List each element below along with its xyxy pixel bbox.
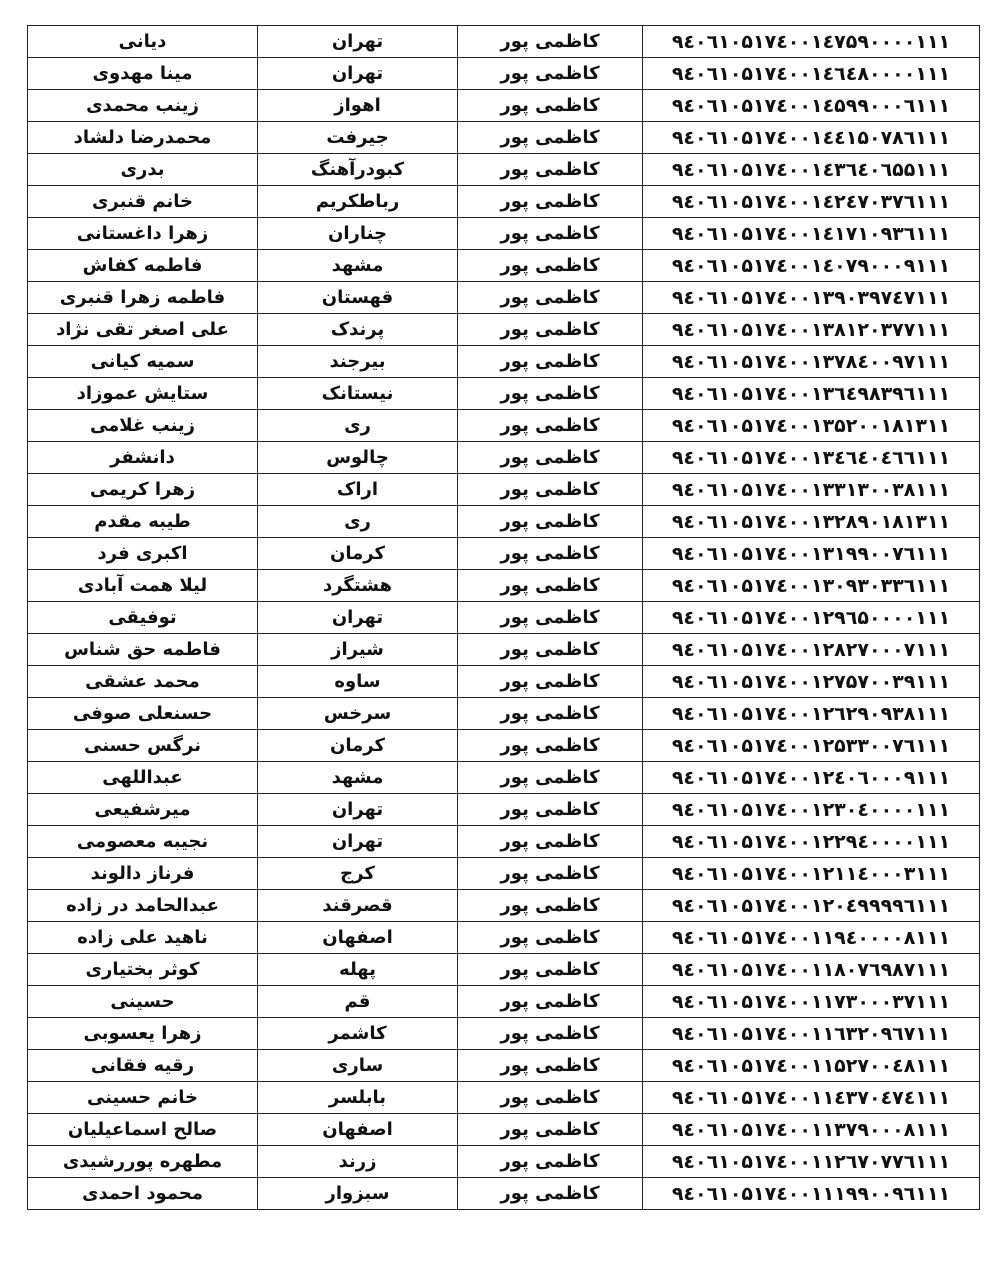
table-row bbox=[28, 474, 980, 506]
name-cell: علی اصغر تقی نژاد bbox=[28, 314, 258, 346]
city-cell: هشتگرد bbox=[258, 570, 458, 602]
code-cell: ۹٤۰٦۱۰۵۱۷٤۰۰۱۱۳۷۹۰۰۰۸۱۱۱ bbox=[643, 1114, 980, 1146]
city-cell: چالوس bbox=[258, 442, 458, 474]
family-cell: کاظمی پور bbox=[458, 250, 643, 282]
family-cell: کاظمی پور bbox=[458, 602, 643, 634]
code-cell: ۹٤۰٦۱۰۵۱۷٤۰۰۱۳۰۹۳۰۳۳٦۱۱۱ bbox=[643, 570, 980, 602]
family-cell: کاظمی پور bbox=[458, 730, 643, 762]
family-cell: کاظمی پور bbox=[458, 186, 643, 218]
code-cell: ۹٤۰٦۱۰۵۱۷٤۰۰۱۱۸۰۷٦۹۸۷۱۱۱ bbox=[643, 954, 980, 986]
name-cell: زهرا یعسوبی bbox=[28, 1018, 258, 1050]
name-cell: حسینی bbox=[28, 986, 258, 1018]
family-cell: کاظمی پور bbox=[458, 1146, 643, 1178]
family-cell: کاظمی پور bbox=[458, 314, 643, 346]
city-cell: تهران bbox=[258, 794, 458, 826]
code-cell: ۹٤۰٦۱۰۵۱۷٤۰۰۱۳۳۱۳۰۰۳۸۱۱۱ bbox=[643, 474, 980, 506]
family-cell: کاظمی پور bbox=[458, 442, 643, 474]
table-row bbox=[28, 954, 980, 986]
name-cell: توفیقی bbox=[28, 602, 258, 634]
name-cell: بدری bbox=[28, 154, 258, 186]
family-cell: کاظمی پور bbox=[458, 1114, 643, 1146]
code-cell: ۹٤۰٦۱۰۵۱۷٤۰۰۱۱۹٤۰۰۰۰۸۱۱۱ bbox=[643, 922, 980, 954]
table-row bbox=[28, 890, 980, 922]
family-cell: کاظمی پور bbox=[458, 218, 643, 250]
name-cell: محمد عشقی bbox=[28, 666, 258, 698]
code-cell: ۹٤۰٦۱۰۵۱۷٤۰۰۱۲۳۰٤۰۰۰۰۱۱۱ bbox=[643, 794, 980, 826]
family-cell: کاظمی پور bbox=[458, 58, 643, 90]
city-cell: اصفهان bbox=[258, 922, 458, 954]
name-cell: محمدرضا دلشاد bbox=[28, 122, 258, 154]
city-cell: جیرفت bbox=[258, 122, 458, 154]
city-cell: تهران bbox=[258, 26, 458, 58]
name-cell: زینب غلامی bbox=[28, 410, 258, 442]
name-cell: فاطمه کفاش bbox=[28, 250, 258, 282]
code-cell: ۹٤۰٦۱۰۵۱۷٤۰۰۱۲۰٤۹۹۹۹٦۱۱۱ bbox=[643, 890, 980, 922]
table-row bbox=[28, 762, 980, 794]
family-cell: کاظمی پور bbox=[458, 474, 643, 506]
city-cell: اهواز bbox=[258, 90, 458, 122]
code-cell: ۹٤۰٦۱۰۵۱۷٤۰۰۱۲۵۳۳۰۰۷٦۱۱۱ bbox=[643, 730, 980, 762]
code-cell: ۹٤۰٦۱۰۵۱۷٤۰۰۱۳۸۱۲۰۳۷۷۱۱۱ bbox=[643, 314, 980, 346]
city-cell: کاشمر bbox=[258, 1018, 458, 1050]
family-cell: کاظمی پور bbox=[458, 1082, 643, 1114]
document-sheet bbox=[27, 25, 979, 1210]
name-cell: میرشفیعی bbox=[28, 794, 258, 826]
name-cell: نجیبه معصومی bbox=[28, 826, 258, 858]
city-cell: بیرجند bbox=[258, 346, 458, 378]
city-cell: سرخس bbox=[258, 698, 458, 730]
code-cell: ۹٤۰٦۱۰۵۱۷٤۰۰۱۲۹٦۵۰۰۰۰۱۱۱ bbox=[643, 602, 980, 634]
city-cell: مشهد bbox=[258, 762, 458, 794]
code-cell: ۹٤۰٦۱۰۵۱۷٤۰۰۱۳۵۲۰۰۱۸۱۳۱۱ bbox=[643, 410, 980, 442]
table-row bbox=[28, 730, 980, 762]
city-cell: مشهد bbox=[258, 250, 458, 282]
code-cell: ۹٤۰٦۱۰۵۱۷٤۰۰۱٤٤۱۵۰۷۸٦۱۱۱ bbox=[643, 122, 980, 154]
family-cell: کاظمی پور bbox=[458, 506, 643, 538]
city-cell: قهستان bbox=[258, 282, 458, 314]
code-cell: ۹٤۰٦۱۰۵۱۷٤۰۰۱٤۵۹۹۰۰۰٦۱۱۱ bbox=[643, 90, 980, 122]
table-row bbox=[28, 698, 980, 730]
city-cell: قم bbox=[258, 986, 458, 1018]
city-cell: زرند bbox=[258, 1146, 458, 1178]
table-row bbox=[28, 826, 980, 858]
table-row bbox=[28, 410, 980, 442]
name-cell: اکبری فرد bbox=[28, 538, 258, 570]
table-row bbox=[28, 1178, 980, 1210]
code-cell: ۹٤۰٦۱۰۵۱۷٤۰۰۱۲۸۲۷۰۰۰۷۱۱۱ bbox=[643, 634, 980, 666]
family-cell: کاظمی پور bbox=[458, 634, 643, 666]
city-cell: نیستانک bbox=[258, 378, 458, 410]
code-cell: ۹٤۰٦۱۰۵۱۷٤۰۰۱۲٦۲۹۰۹۳۸۱۱۱ bbox=[643, 698, 980, 730]
family-cell: کاظمی پور bbox=[458, 90, 643, 122]
family-cell: کاظمی پور bbox=[458, 122, 643, 154]
city-cell: اراک bbox=[258, 474, 458, 506]
name-cell: لیلا همت آبادی bbox=[28, 570, 258, 602]
code-cell: ۹٤۰٦۱۰۵۱۷٤۰۰۱۱۷۳۰۰۰۳۷۱۱۱ bbox=[643, 986, 980, 1018]
city-cell: تهران bbox=[258, 58, 458, 90]
table-row bbox=[28, 602, 980, 634]
code-cell: ۹٤۰٦۱۰۵۱۷٤۰۰۱۱۲٦۷۰۷۷٦۱۱۱ bbox=[643, 1146, 980, 1178]
city-cell: پهله bbox=[258, 954, 458, 986]
city-cell: ساری bbox=[258, 1050, 458, 1082]
name-cell: فاطمه حق شناس bbox=[28, 634, 258, 666]
table-row bbox=[28, 26, 980, 58]
table-row bbox=[28, 794, 980, 826]
city-cell: سبزوار bbox=[258, 1178, 458, 1210]
name-cell: خانم حسینی bbox=[28, 1082, 258, 1114]
name-cell: نرگس حسنی bbox=[28, 730, 258, 762]
table-row bbox=[28, 90, 980, 122]
records-table bbox=[27, 25, 980, 1210]
table-row bbox=[28, 250, 980, 282]
table-row bbox=[28, 1114, 980, 1146]
name-cell: خانم قنبری bbox=[28, 186, 258, 218]
city-cell: تهران bbox=[258, 826, 458, 858]
code-cell: ۹٤۰٦۱۰۵۱۷٤۰۰۱٤۳٦٤۰٦۵۵۱۱۱ bbox=[643, 154, 980, 186]
city-cell: ساوه bbox=[258, 666, 458, 698]
family-cell: کاظمی پور bbox=[458, 378, 643, 410]
family-cell: کاظمی پور bbox=[458, 858, 643, 890]
name-cell: عبدالحامد در زاده bbox=[28, 890, 258, 922]
family-cell: کاظمی پور bbox=[458, 954, 643, 986]
family-cell: کاظمی پور bbox=[458, 1050, 643, 1082]
name-cell: دیانی bbox=[28, 26, 258, 58]
family-cell: کاظمی پور bbox=[458, 1018, 643, 1050]
city-cell: شیراز bbox=[258, 634, 458, 666]
family-cell: کاظمی پور bbox=[458, 154, 643, 186]
city-cell: تهران bbox=[258, 602, 458, 634]
family-cell: کاظمی پور bbox=[458, 922, 643, 954]
family-cell: کاظمی پور bbox=[458, 986, 643, 1018]
table-row bbox=[28, 1082, 980, 1114]
family-cell: کاظمی پور bbox=[458, 826, 643, 858]
table-row bbox=[28, 858, 980, 890]
name-cell: زهرا کریمی bbox=[28, 474, 258, 506]
family-cell: کاظمی پور bbox=[458, 666, 643, 698]
family-cell: کاظمی پور bbox=[458, 890, 643, 922]
table-row bbox=[28, 986, 980, 1018]
table-row bbox=[28, 218, 980, 250]
city-cell: قصرقند bbox=[258, 890, 458, 922]
name-cell: فرناز دالوند bbox=[28, 858, 258, 890]
code-cell: ۹٤۰٦۱۰۵۱۷٤۰۰۱۳۲۸۹۰۱۸۱۳۱۱ bbox=[643, 506, 980, 538]
city-cell: کبودرآهنگ bbox=[258, 154, 458, 186]
family-cell: کاظمی پور bbox=[458, 698, 643, 730]
city-cell: چناران bbox=[258, 218, 458, 250]
name-cell: عبداللهی bbox=[28, 762, 258, 794]
code-cell: ۹٤۰٦۱۰۵۱۷٤۰۰۱٤۷۵۹۰۰۰۰۱۱۱ bbox=[643, 26, 980, 58]
code-cell: ۹٤۰٦۱۰۵۱۷٤۰۰۱٤۲٤۷۰۳۷٦۱۱۱ bbox=[643, 186, 980, 218]
table-row bbox=[28, 154, 980, 186]
city-cell: رباطکریم bbox=[258, 186, 458, 218]
table-row bbox=[28, 186, 980, 218]
name-cell: زهرا داغستانی bbox=[28, 218, 258, 250]
family-cell: کاظمی پور bbox=[458, 26, 643, 58]
table-row bbox=[28, 378, 980, 410]
table-row bbox=[28, 666, 980, 698]
family-cell: کاظمی پور bbox=[458, 346, 643, 378]
code-cell: ۹٤۰٦۱۰۵۱۷٤۰۰۱۱۵۲۷۰۰٤۸۱۱۱ bbox=[643, 1050, 980, 1082]
name-cell: ناهید علی زاده bbox=[28, 922, 258, 954]
code-cell: ۹٤۰٦۱۰۵۱۷٤۰۰۱٤۱۷۱۰۹۳٦۱۱۱ bbox=[643, 218, 980, 250]
code-cell: ۹٤۰٦۱۰۵۱۷٤۰۰۱۱٤۳۷۰٤۷٤۱۱۱ bbox=[643, 1082, 980, 1114]
city-cell: ری bbox=[258, 410, 458, 442]
code-cell: ۹٤۰٦۱۰۵۱۷٤۰۰۱۲۷۵۷۰۰۳۹۱۱۱ bbox=[643, 666, 980, 698]
name-cell: سمیه کیانی bbox=[28, 346, 258, 378]
family-cell: کاظمی پور bbox=[458, 1178, 643, 1210]
table-row bbox=[28, 570, 980, 602]
family-cell: کاظمی پور bbox=[458, 410, 643, 442]
name-cell: مطهره پوررشیدی bbox=[28, 1146, 258, 1178]
code-cell: ۹٤۰٦۱۰۵۱۷٤۰۰۱۲٤۰٦۰۰۰۹۱۱۱ bbox=[643, 762, 980, 794]
table-row bbox=[28, 1018, 980, 1050]
code-cell: ۹٤۰٦۱۰۵۱۷٤۰۰۱۲۲۹٤۰۰۰۰۱۱۱ bbox=[643, 826, 980, 858]
code-cell: ۹٤۰٦۱۰۵۱۷٤۰۰۱۲۱۱٤۰۰۰۳۱۱۱ bbox=[643, 858, 980, 890]
name-cell: صالح اسماعیلیان bbox=[28, 1114, 258, 1146]
table-row bbox=[28, 634, 980, 666]
code-cell: ۹٤۰٦۱۰۵۱۷٤۰۰۱٤۰۷۹۰۰۰۹۱۱۱ bbox=[643, 250, 980, 282]
name-cell: طیبه مقدم bbox=[28, 506, 258, 538]
table-row bbox=[28, 58, 980, 90]
table-row bbox=[28, 538, 980, 570]
family-cell: کاظمی پور bbox=[458, 282, 643, 314]
code-cell: ۹٤۰٦۱۰۵۱۷٤۰۰۱۳۷۸٤۰۰۹۷۱۱۱ bbox=[643, 346, 980, 378]
name-cell: زینب محمدی bbox=[28, 90, 258, 122]
table-row bbox=[28, 1146, 980, 1178]
code-cell: ۹٤۰٦۱۰۵۱۷٤۰۰۱۳۱۹۹۰۰۷٦۱۱۱ bbox=[643, 538, 980, 570]
name-cell: ستایش عموزاد bbox=[28, 378, 258, 410]
city-cell: کرمان bbox=[258, 538, 458, 570]
table-row bbox=[28, 442, 980, 474]
name-cell: محمود احمدی bbox=[28, 1178, 258, 1210]
name-cell: دانشفر bbox=[28, 442, 258, 474]
name-cell: فاطمه زهرا قنبری bbox=[28, 282, 258, 314]
family-cell: کاظمی پور bbox=[458, 570, 643, 602]
name-cell: حسنعلی صوفی bbox=[28, 698, 258, 730]
table-row bbox=[28, 314, 980, 346]
city-cell: ری bbox=[258, 506, 458, 538]
records-table-body bbox=[28, 26, 980, 1210]
table-row bbox=[28, 506, 980, 538]
name-cell: مینا مهدوی bbox=[28, 58, 258, 90]
family-cell: کاظمی پور bbox=[458, 794, 643, 826]
code-cell: ۹٤۰٦۱۰۵۱۷٤۰۰۱۳٦٤۹۸۳۹٦۱۱۱ bbox=[643, 378, 980, 410]
code-cell: ۹٤۰٦۱۰۵۱۷٤۰۰۱۱٦۳۲۰۹٦۷۱۱۱ bbox=[643, 1018, 980, 1050]
city-cell: کرج bbox=[258, 858, 458, 890]
table-row bbox=[28, 922, 980, 954]
family-cell: کاظمی پور bbox=[458, 762, 643, 794]
code-cell: ۹٤۰٦۱۰۵۱۷٤۰۰۱٤٦٤۸۰۰۰۰۱۱۱ bbox=[643, 58, 980, 90]
table-row bbox=[28, 346, 980, 378]
city-cell: اصفهان bbox=[258, 1114, 458, 1146]
family-cell: کاظمی پور bbox=[458, 538, 643, 570]
city-cell: پرندک bbox=[258, 314, 458, 346]
table-row bbox=[28, 122, 980, 154]
name-cell: کوثر بختیاری bbox=[28, 954, 258, 986]
city-cell: کرمان bbox=[258, 730, 458, 762]
code-cell: ۹٤۰٦۱۰۵۱۷٤۰۰۱۳٤٦٤۰٤٦٦۱۱۱ bbox=[643, 442, 980, 474]
table-row bbox=[28, 1050, 980, 1082]
table-row bbox=[28, 282, 980, 314]
code-cell: ۹٤۰٦۱۰۵۱۷٤۰۰۱۳۹۰۳۹۷٤۷۱۱۱ bbox=[643, 282, 980, 314]
name-cell: رقیه فقانی bbox=[28, 1050, 258, 1082]
code-cell: ۹٤۰٦۱۰۵۱۷٤۰۰۱۱۱۹۹۰۰۹٦۱۱۱ bbox=[643, 1178, 980, 1210]
city-cell: بابلسر bbox=[258, 1082, 458, 1114]
